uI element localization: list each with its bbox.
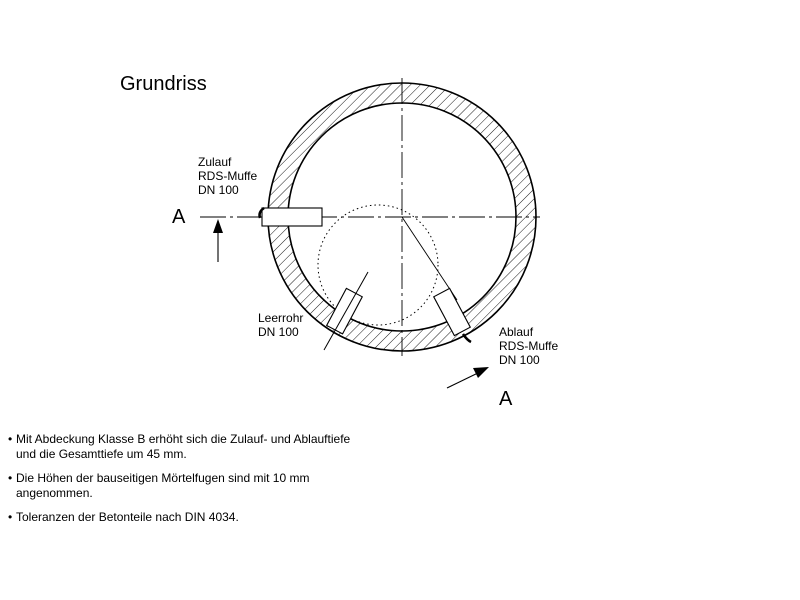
zulauf-pipe [262, 208, 322, 226]
leerrohr-label-line: Leerrohr [258, 311, 304, 325]
note-item: • Toleranzen der Betonteile nach DIN 4034. [8, 510, 368, 525]
page-title: Grundriss [120, 73, 207, 95]
ablauf-label-line: RDS-Muffe [499, 339, 559, 354]
section-arrow-right-shaft [447, 372, 480, 388]
section-arrow-right-head [473, 367, 489, 378]
leerrohr-label [258, 311, 303, 339]
section-marker-right: A [499, 388, 513, 410]
zulauf-label-line: DN 100 [198, 183, 239, 198]
zulauf-label-line: Zulauf [198, 155, 232, 169]
ablauf-label-line: DN 100 [499, 353, 540, 368]
ablauf-label-line: Ablauf [499, 325, 534, 339]
note-item: • Die Höhen der bauseitigen Mörtelfugen sind mit 10 mm angenommen. [8, 471, 368, 501]
zulauf-label-line: RDS-Muffe [198, 169, 258, 184]
section-marker-left: A [172, 206, 186, 228]
section-arrow-left-head [213, 219, 223, 233]
notes-list [8, 432, 368, 534]
zulauf-label [198, 155, 257, 197]
leerrohr-label-line: DN 100 [258, 325, 299, 340]
note-item: • Mit Abdeckung Klasse B erhöht sich die Zulauf- und Ablauftiefe und die Gesamttiefe um 45 mm. [8, 432, 368, 462]
ablauf-label [499, 325, 558, 367]
